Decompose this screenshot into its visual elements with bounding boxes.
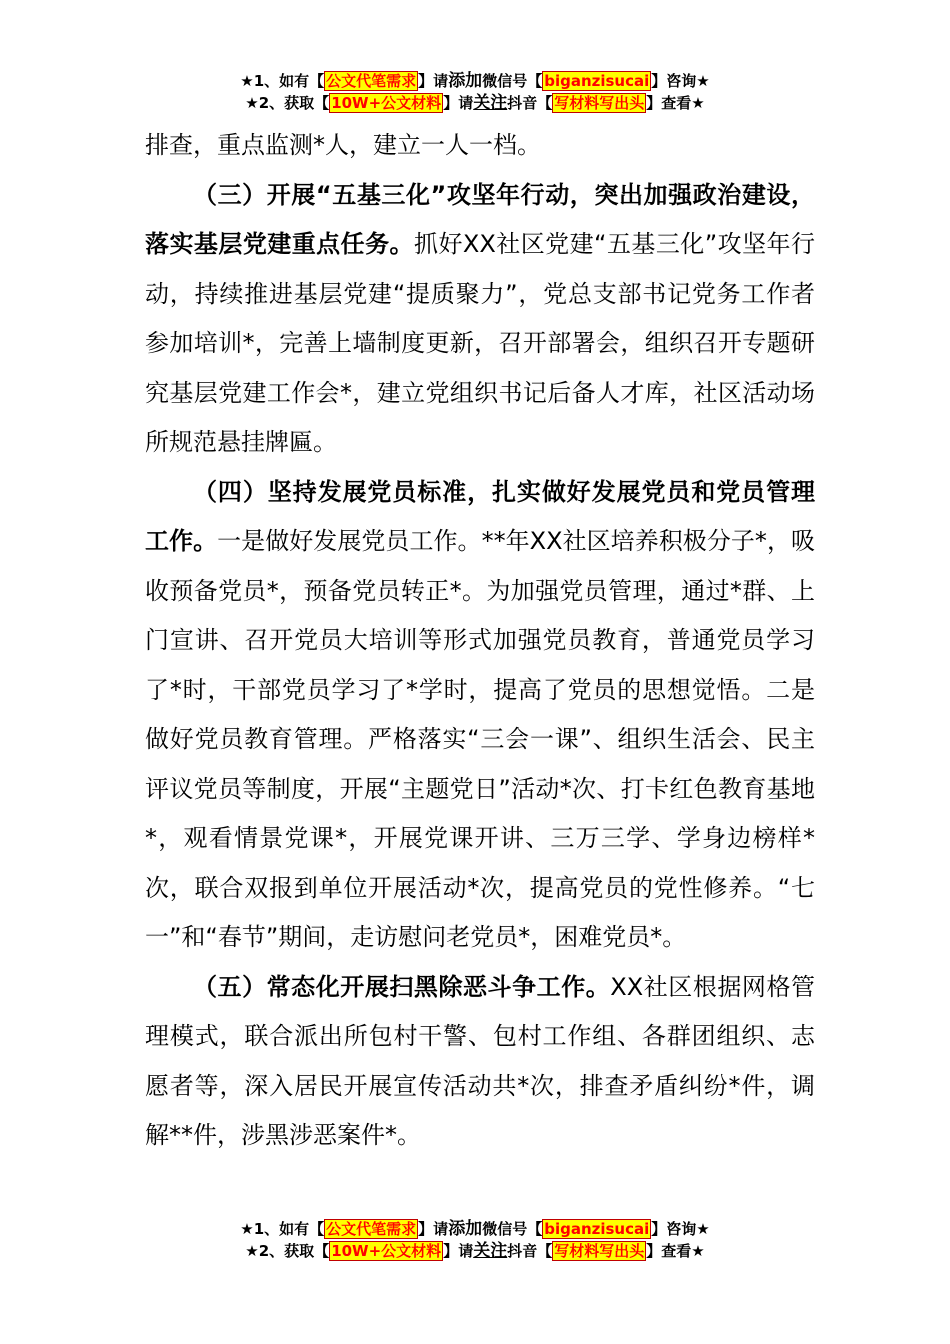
paragraph-section-5 [145, 963, 815, 1161]
section-text: 一是做好发展党员工作。**年XX社区培养积极分子*，吸收预备党员*，预备党员转正*。为加强党员管理，通过*群、上门宣讲、召开党员大培训等形式加强党员教育，普通党员学习了*时，干部党员学习了*学时，提高了党员的思想觉悟。二是做好党员教育管理。严格落实“三会一课”、组织生活会、民主评议党员等制度，开展“主题党日”活动*次、打卡红色教育基地*，观看情景党课*，开展党课开讲、三万三学、学身边榜样*次，联合双报到单位开展活动*次，提高党员的党性修养。“七一”和“春节”期间，走访慰问老党员*，困难党员*。 [145, 527, 815, 951]
section-text: XX社区根据网格管理模式，联合派出所包村干警、包村工作组、各群团组织、志愿者等，深入居民开展宣传活动共*次，排查矛盾纠纷*件，调解**件，涉黑涉恶案件*。 [145, 972, 816, 1149]
footer-ad-line-1: ★1、如有【 公文代笔需求 】请添加微信号【 biganzisucai 】咨询★ [240, 1219, 710, 1239]
header-ad-line-1: ★1、如有【 公文代笔需求 】请添加微信号【 biganzisucai 】咨询★ [240, 71, 710, 91]
douyin-account-tag: 写材料写出头 [554, 94, 645, 112]
section-heading: （五）常态化开展扫黑除恶斗争工作。 [193, 972, 611, 1001]
paragraph-section-3 [145, 171, 815, 468]
section-heading: （四）坚持发展党员标准，扎实做好发展党员和党员管理工作。 [145, 477, 815, 555]
header-ad-banner [0, 70, 950, 114]
footer-ad-line-2: ★2、获取【 10W+公文材料 】请关注抖音【 写材料写出头 】查看★ [245, 1241, 705, 1261]
section-text: 抓好XX社区党建“五基三化”攻坚年行动，持续推进基层党建“提质聚力”，党总支部书记党务工作者参加培训*，完善上墙制度更新，召开部署会，组织召开专题研究基层党建工作会*，建立党组织书记后备人才库，社区活动场所规范悬挂牌匾。 [145, 230, 816, 456]
header-ad-line-2: ★2、获取【 10W+公文材料 】请关注抖音【 写材料写出头 】查看★ [245, 93, 705, 113]
highlight-tag: 公文代笔需求 [326, 72, 417, 90]
document-body [145, 121, 815, 1161]
wechat-id-tag: biganzisucai [544, 72, 650, 90]
paragraph-continuation: 排查，重点监测*人，建立一人一档。 [145, 131, 541, 159]
highlight-tag: 公文代笔需求 [326, 1220, 417, 1238]
footer-ad-banner [0, 1218, 950, 1262]
section-heading: （三）开展“五基三化”攻坚年行动，突出加强政治建设，落实基层党建重点任务。 [145, 180, 815, 258]
douyin-account-tag: 写材料写出头 [554, 1242, 645, 1260]
wechat-id-tag: biganzisucai [544, 1220, 650, 1238]
highlight-tag: 10W+公文材料 [331, 1242, 442, 1260]
highlight-tag: 10W+公文材料 [331, 94, 442, 112]
paragraph-section-4 [145, 468, 815, 963]
